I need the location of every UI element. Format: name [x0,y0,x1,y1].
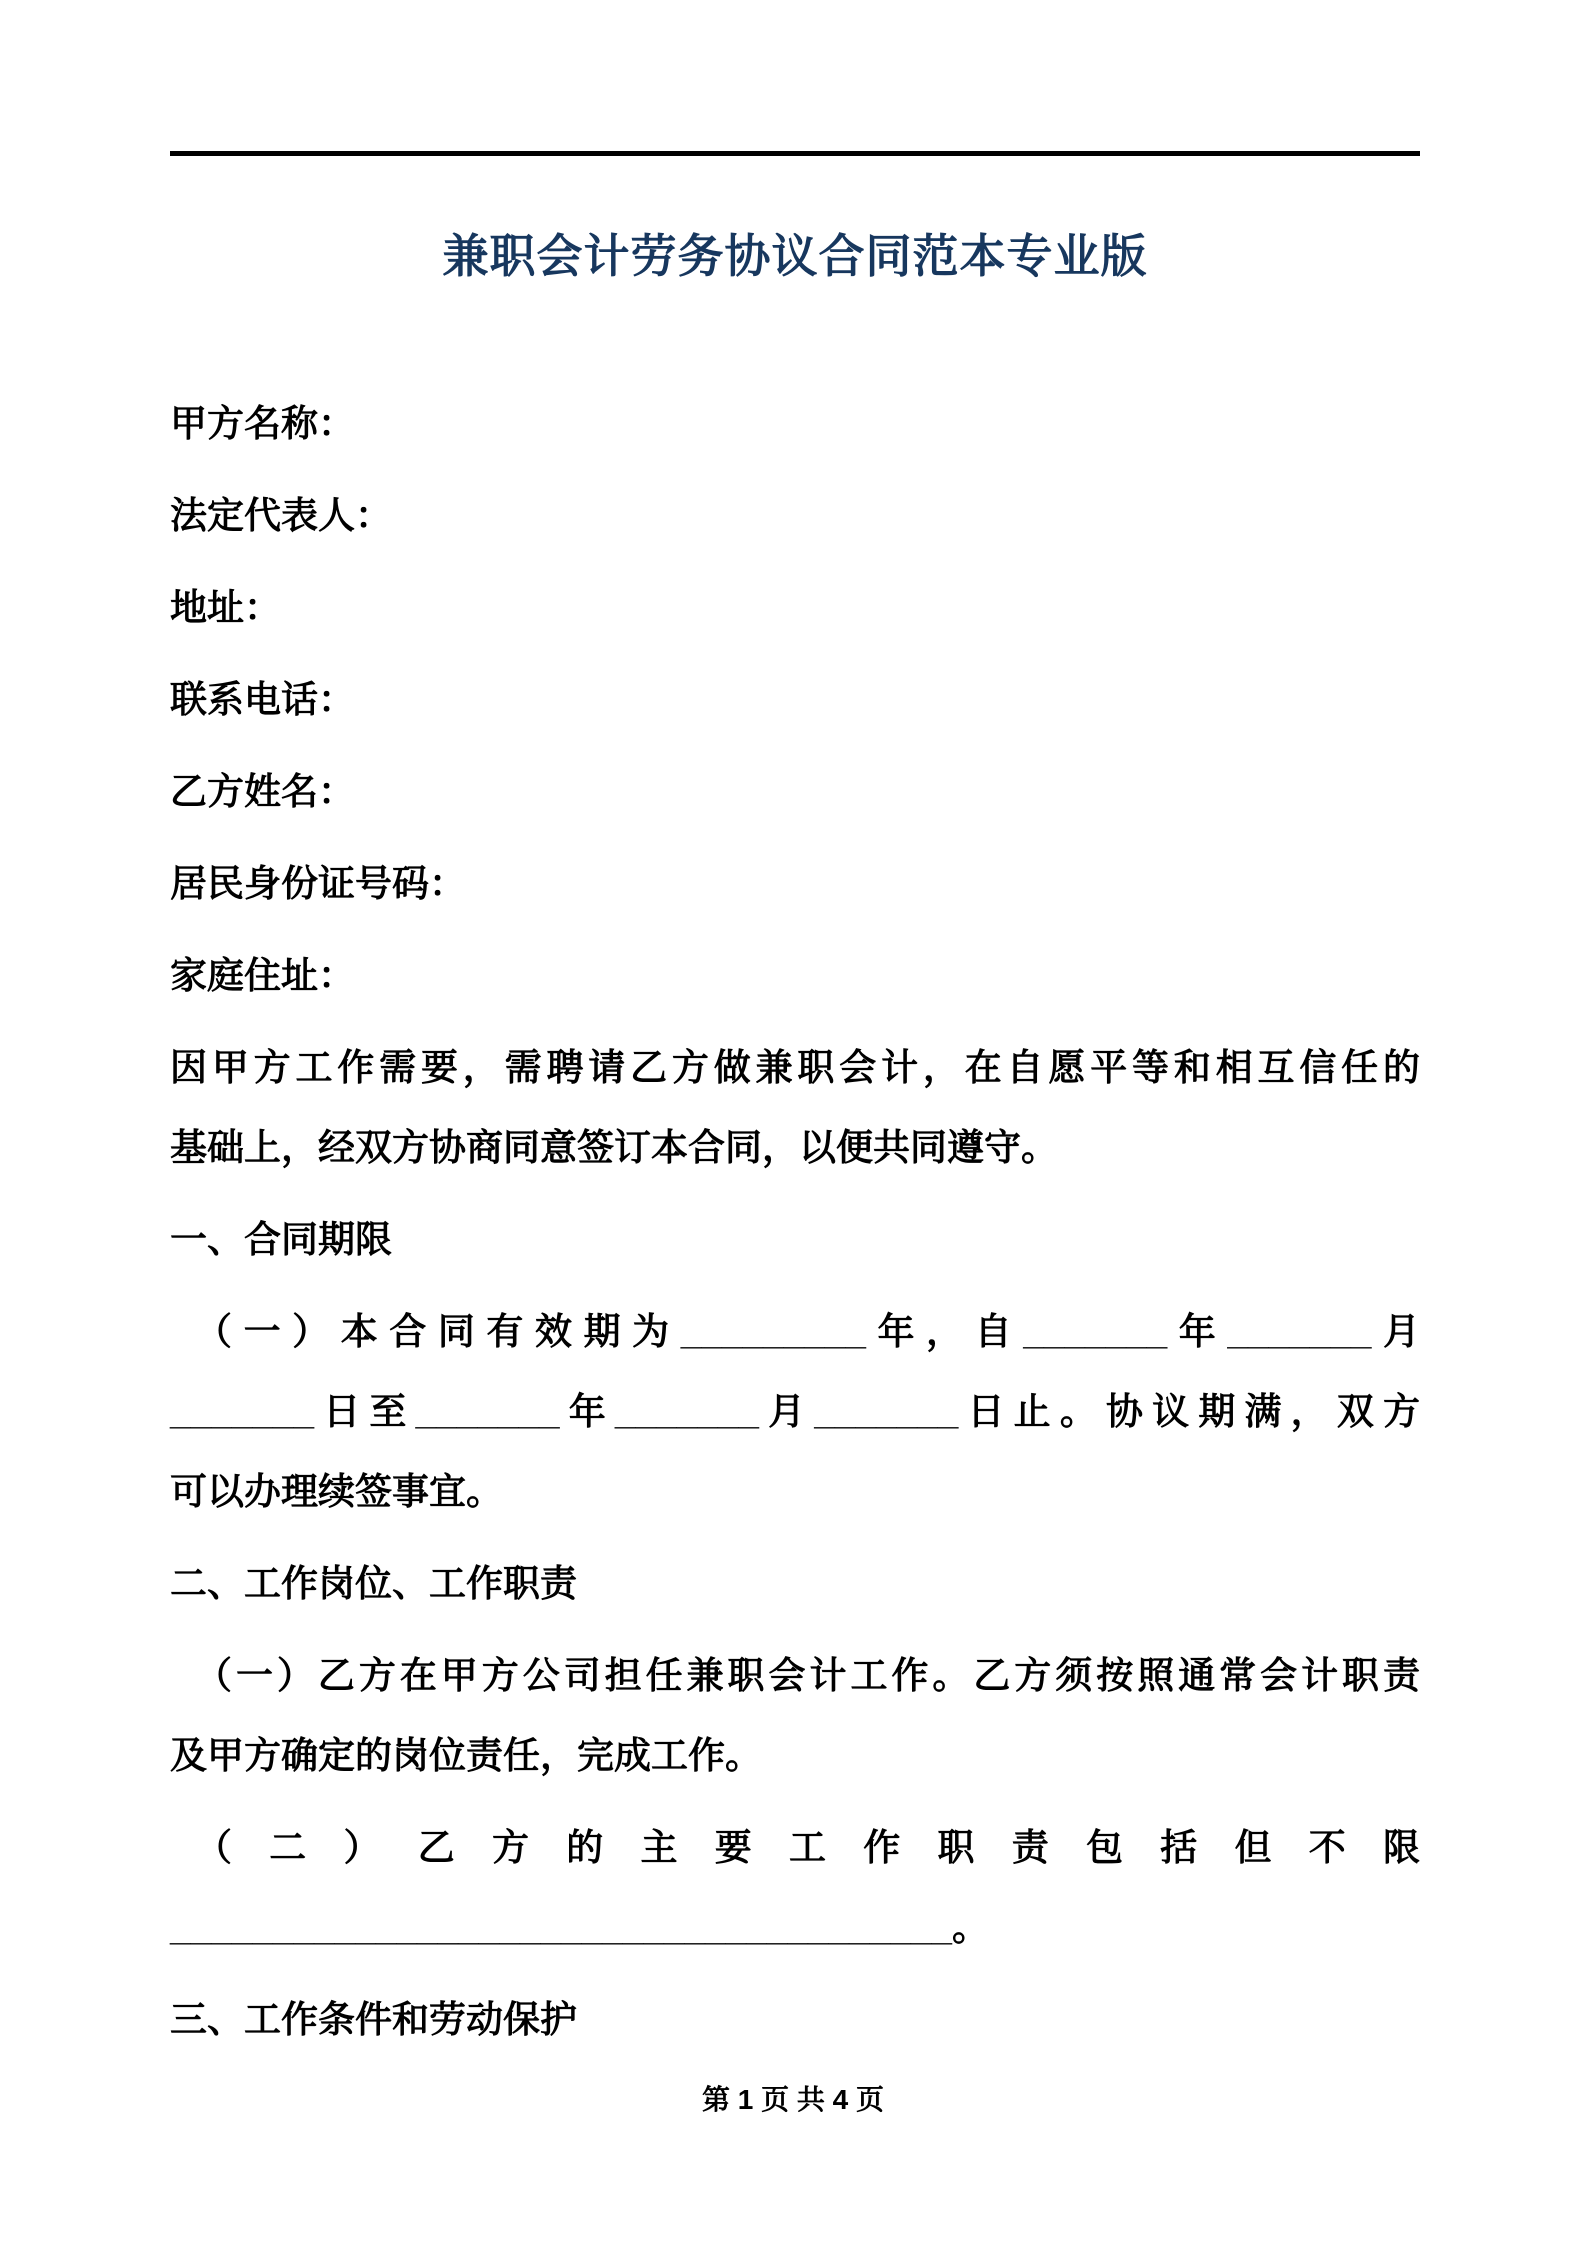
document-title: 兼职会计劳务协议合同范本专业版 [442,230,1148,282]
document-body [170,384,1420,2060]
section-1-clause-1-line-2: _______日至_______年_______月_______日止。协议期满，双方 [170,1391,1420,1432]
section-1-clause-1-line-3: 可以办理续签事宜。 [170,1471,503,1512]
field-label-legal-representative: 法定代表人： [170,495,392,536]
section-3-heading: 三、工作条件和劳动保护 [170,1999,577,2040]
section-1-clause-1-line-1: （一）本合同有效期为_________年，自_______年_______月 [195,1311,1420,1352]
section-2-clause-1-line-2: 及甲方确定的岗位责任，完成工作。 [170,1735,762,1776]
preamble-line-2: 基础上，经双方协商同意签订本合同，以便共同遵守。 [170,1127,1058,1168]
section-2-clause-2-blank-line: ______________________________________。 [170,1907,989,1948]
field-label-contact-phone: 联系电话： [170,679,355,720]
field-label-home-address: 家庭住址： [170,955,355,996]
field-label-address: 地址： [170,587,281,628]
section-2-heading: 二、工作岗位、工作职责 [170,1563,577,1604]
section-1-heading: 一、合同期限 [170,1219,392,1260]
preamble-line-1: 因甲方工作需要，需聘请乙方做兼职会计，在自愿平等和相互信任的 [170,1047,1420,1088]
section-2-clause-1-line-1: （一）乙方在甲方公司担任兼职会计工作。乙方须按照通常会计职责 [195,1655,1420,1696]
section-2-clause-2-line-1: （二）乙方的主要工作职责包括但不限 [195,1827,1420,1868]
document-page [170,0,1420,2060]
field-label-party-b-name: 乙方姓名： [170,771,355,812]
field-label-party-a-name: 甲方名称： [170,403,355,444]
page-footer: 第 1 页 共 4 页 [701,2084,885,2115]
field-label-id-number: 居民身份证号码： [170,863,466,904]
